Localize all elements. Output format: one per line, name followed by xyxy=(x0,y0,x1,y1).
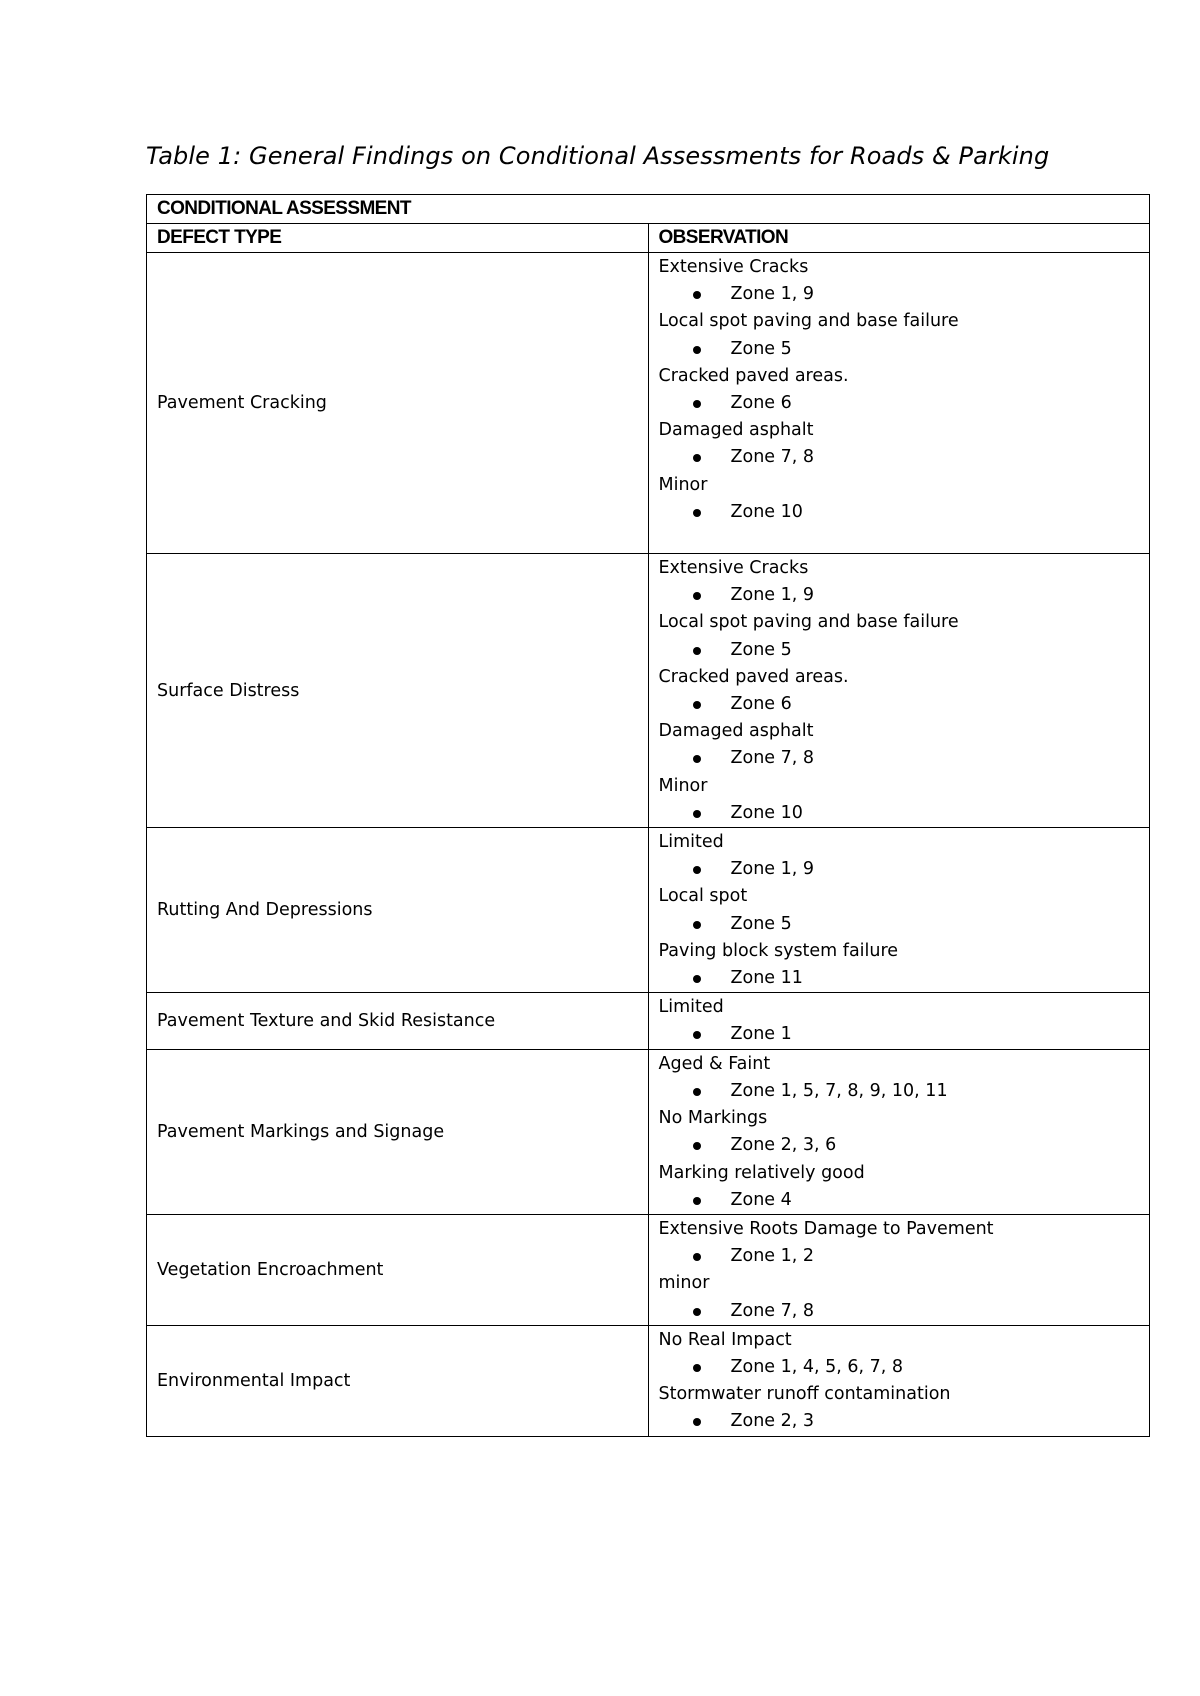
observation-cell xyxy=(648,1049,1150,1214)
defect-type-cell: Pavement Cracking xyxy=(147,253,649,554)
zone-list-item xyxy=(659,1078,1140,1105)
zone-list-item xyxy=(659,637,1140,664)
observation-label: Cracked paved areas. xyxy=(658,666,849,687)
zone-text: Zone 1, 4, 5, 6, 7, 8 xyxy=(730,1356,904,1377)
zone-list-item xyxy=(659,444,1140,471)
bullet-icon xyxy=(693,1197,701,1205)
defect-type-cell: Pavement Markings and Signage xyxy=(147,1049,649,1214)
bullet-icon xyxy=(693,755,701,763)
table-row xyxy=(147,554,1150,828)
bullet-icon xyxy=(693,647,701,655)
zone-text: Zone 10 xyxy=(730,501,803,522)
zone-text: Zone 1, 5, 7, 8, 9, 10, 11 xyxy=(730,1080,948,1101)
observation-label: minor xyxy=(658,1273,710,1294)
zone-text: Zone 4 xyxy=(730,1189,792,1210)
bullet-icon xyxy=(693,866,701,874)
observation-label: Paving block system failure xyxy=(658,940,899,961)
table-row xyxy=(147,828,1150,993)
zone-list-item xyxy=(659,1243,1140,1270)
defect-type-cell: Vegetation Encroachment xyxy=(147,1214,649,1325)
table-row xyxy=(147,1325,1150,1436)
bullet-icon xyxy=(693,1253,701,1261)
table-title-row xyxy=(147,195,1150,224)
zone-text: Zone 2, 3 xyxy=(730,1411,815,1432)
bullet-icon xyxy=(693,1418,701,1426)
observation-label: Limited xyxy=(658,997,724,1018)
observation-label: Extensive Cracks xyxy=(658,558,809,579)
zone-list-item xyxy=(659,1132,1140,1159)
table-header-row xyxy=(147,224,1150,253)
observation-label: Stormwater runoff contamination xyxy=(658,1384,951,1405)
zone-text: Zone 7, 8 xyxy=(730,1300,815,1321)
observation-label: Aged & Faint xyxy=(658,1053,771,1074)
observation-label: Local spot paving and base failure xyxy=(658,311,959,332)
zone-list-item xyxy=(659,1298,1140,1325)
zone-list-item xyxy=(659,800,1140,827)
zone-list-item xyxy=(659,390,1140,417)
bullet-icon xyxy=(693,454,701,462)
observation-cell xyxy=(648,253,1150,554)
defect-type-cell: Surface Distress xyxy=(147,554,649,828)
observation-cell xyxy=(648,1325,1150,1436)
bullet-icon xyxy=(693,921,701,929)
observation-cell xyxy=(648,828,1150,993)
table-row xyxy=(147,993,1150,1049)
bullet-icon xyxy=(693,1364,701,1372)
bullet-icon xyxy=(693,592,701,600)
table-caption: Table 1: General Findings on Conditional Assessments for Roads & Parking xyxy=(146,142,1050,170)
observation-label: Extensive Roots Damage to Pavement xyxy=(658,1218,994,1239)
zone-text: Zone 2, 3, 6 xyxy=(730,1135,837,1156)
bullet-icon xyxy=(693,291,701,299)
findings-table xyxy=(146,194,1150,1437)
observation-label: Damaged asphalt xyxy=(658,420,814,441)
defect-type-cell: Pavement Texture and Skid Resistance xyxy=(147,993,649,1049)
zone-text: Zone 7, 8 xyxy=(730,748,815,769)
bullet-icon xyxy=(693,400,701,408)
observation-cell xyxy=(648,1214,1150,1325)
zone-text: Zone 1, 9 xyxy=(730,859,815,880)
bullet-icon xyxy=(693,509,701,517)
zone-list-item xyxy=(659,281,1140,308)
observation-label: Cracked paved areas. xyxy=(658,365,849,386)
zone-text: Zone 5 xyxy=(730,639,792,660)
zone-text: Zone 1 xyxy=(730,1024,792,1045)
bullet-icon xyxy=(693,701,701,709)
cell-spacer xyxy=(659,526,1140,553)
observation-label: Marking relatively good xyxy=(658,1162,865,1183)
zone-list-item xyxy=(659,745,1140,772)
observation-label: Limited xyxy=(658,832,724,853)
table-title: CONDITIONAL ASSESSMENT xyxy=(147,195,1150,224)
bullet-icon xyxy=(693,1088,701,1096)
observation-label: No Markings xyxy=(658,1108,768,1129)
bullet-icon xyxy=(693,1142,701,1150)
zone-list-item xyxy=(659,1354,1140,1381)
observation-label: Damaged asphalt xyxy=(658,721,814,742)
zone-list-item xyxy=(659,1187,1140,1214)
observation-label: Minor xyxy=(658,474,708,495)
observation-cell xyxy=(648,554,1150,828)
zone-list-item xyxy=(659,336,1140,363)
zone-list-item xyxy=(659,1408,1140,1435)
zone-text: Zone 1, 2 xyxy=(730,1246,815,1267)
zone-list-item xyxy=(659,582,1140,609)
bullet-icon xyxy=(693,1308,701,1316)
zone-text: Zone 1, 9 xyxy=(730,585,815,606)
bullet-icon xyxy=(693,975,701,983)
zone-text: Zone 5 xyxy=(730,338,792,359)
zone-text: Zone 7, 8 xyxy=(730,447,815,468)
observation-label: Local spot xyxy=(658,886,748,907)
zone-text: Zone 1, 9 xyxy=(730,284,815,305)
zone-list-item xyxy=(659,911,1140,938)
zone-list-item xyxy=(659,965,1140,992)
zone-text: Zone 6 xyxy=(730,393,792,414)
bullet-icon xyxy=(693,810,701,818)
table-row xyxy=(147,1049,1150,1214)
defect-type-cell: Environmental Impact xyxy=(147,1325,649,1436)
bullet-icon xyxy=(693,346,701,354)
defect-type-cell: Rutting And Depressions xyxy=(147,828,649,993)
zone-text: Zone 6 xyxy=(730,694,792,715)
bullet-icon xyxy=(693,1031,701,1039)
zone-list-item xyxy=(659,856,1140,883)
zone-text: Zone 5 xyxy=(730,913,792,934)
column-header-defect-type: DEFECT TYPE xyxy=(147,224,649,253)
observation-label: Local spot paving and base failure xyxy=(658,612,959,633)
table-row xyxy=(147,1214,1150,1325)
zone-list-item xyxy=(659,691,1140,718)
zone-text: Zone 10 xyxy=(730,802,803,823)
zone-text: Zone 11 xyxy=(730,968,803,989)
zone-list-item xyxy=(659,1021,1140,1048)
column-header-observation: OBSERVATION xyxy=(648,224,1150,253)
observation-label: Extensive Cracks xyxy=(658,257,809,277)
zone-list-item xyxy=(659,499,1140,526)
table-row xyxy=(147,253,1150,554)
observation-label: No Real Impact xyxy=(658,1329,792,1350)
observation-cell xyxy=(648,993,1150,1049)
observation-label: Minor xyxy=(658,775,708,796)
